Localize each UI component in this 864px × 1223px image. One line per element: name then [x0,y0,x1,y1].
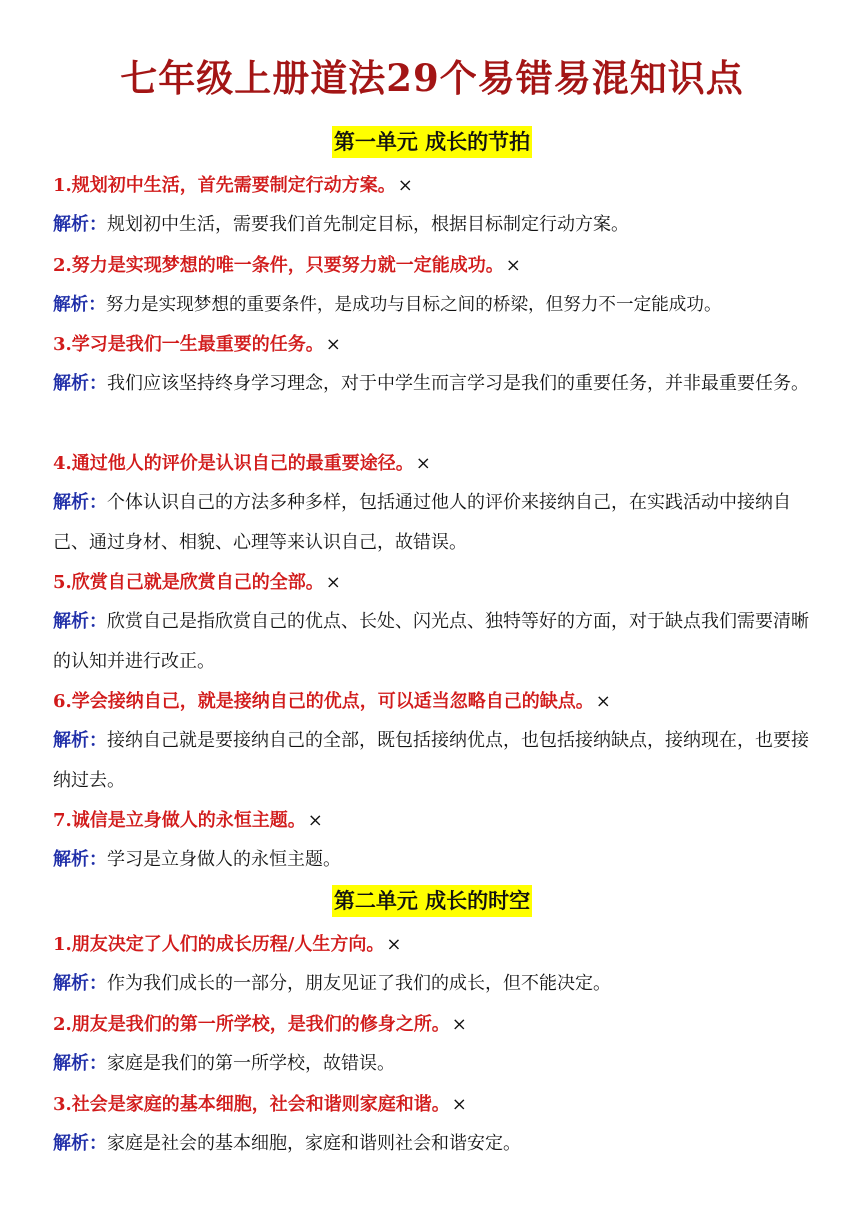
wrong-mark-icon: × [451,1014,467,1035]
question-item [53,932,843,958]
answer-item [53,721,823,801]
unit-heading [0,885,864,920]
answer-text: 欣赏自己是指欣赏自己的优点、长处、闪光点、独特等好的方面，对于缺点我们需要清晰的认知并进行改正。 [53,611,809,672]
answer-label: 解析： [53,294,106,315]
question-item [53,1092,843,1118]
answer-item [53,285,843,325]
unit-heading-text: 第二单元 成长的时空 [332,885,532,917]
question-text: 3.社会是家庭的基本细胞，社会和谐则家庭和谐。 [53,1094,450,1115]
question-item [53,1012,843,1038]
document-title: 七年级上册道法29个易错易混知识点 [120,56,744,100]
answer-text: 家庭是社会的基本细胞，家庭和谐则社会和谐安定。 [107,1133,521,1154]
question-text: 1.规划初中生活，首先需要制定行动方案。 [53,175,396,196]
answer-item [53,840,823,880]
question-item [53,173,843,199]
answer-label: 解析： [53,492,107,513]
question-text: 6.学会接纳自己，就是接纳自己的优点，可以适当忽略自己的缺点。 [53,691,594,712]
answer-label: 解析： [53,611,107,632]
answer-label: 解析： [53,1133,107,1154]
question-item [53,570,843,596]
answer-text: 接纳自己就是要接纳自己的全部，既包括接纳优点，也包括接纳缺点，接纳现在，也要接纳过去。 [53,730,809,791]
wrong-mark-icon: × [451,1094,467,1115]
question-text: 7.诚信是立身做人的永恒主题。 [53,810,306,831]
unit-heading [0,126,864,161]
wrong-mark-icon: × [595,691,611,712]
answer-label: 解析： [53,373,107,394]
wrong-mark-icon: × [325,334,341,355]
question-text: 5.欣赏自己就是欣赏自己的全部。 [53,572,324,593]
answer-text: 家庭是我们的第一所学校，故错误。 [107,1053,395,1074]
question-item [53,332,843,358]
answer-text: 我们应该坚持终身学习理念，对于中学生而言学习是我们的重要任务，并非最重要任务。 [107,373,809,394]
answer-text: 个体认识自己的方法多种多样，包括通过他人的评价来接纳自己，在实践活动中接纳自己、通过身材、相貌、心理等来认识自己，故错误。 [53,492,791,553]
answer-item [53,205,823,245]
answer-text: 作为我们成长的一部分，朋友见证了我们的成长，但不能决定。 [107,973,611,994]
question-item [53,253,843,279]
answer-label: 解析： [53,1053,107,1074]
answer-item [53,1044,823,1084]
question-item [53,451,843,477]
question-text: 3.学习是我们一生最重要的任务。 [53,334,324,355]
answer-item [53,602,823,682]
answer-label: 解析： [53,973,107,994]
answer-label: 解析： [53,849,107,870]
question-text: 4.通过他人的评价是认识自己的最重要途径。 [53,453,414,474]
question-item [53,808,843,834]
answer-text: 努力是实现梦想的重要条件，是成功与目标之间的桥梁，但努力不一定能成功。 [105,295,722,315]
answer-text: 规划初中生活，需要我们首先制定目标，根据目标制定行动方案。 [107,214,629,235]
question-item [53,689,843,715]
question-text: 2.努力是实现梦想的唯一条件，只要努力就一定能成功。 [53,255,504,276]
answer-label: 解析： [53,214,107,235]
wrong-mark-icon: × [307,810,323,831]
answer-item [53,364,823,404]
answer-item [53,964,823,1004]
answer-label: 解析： [53,730,107,751]
answer-text: 学习是立身做人的永恒主题。 [107,849,341,870]
question-text: 2.朋友是我们的第一所学校，是我们的修身之所。 [53,1014,450,1035]
wrong-mark-icon: × [386,934,402,955]
unit-heading-text: 第一单元 成长的节拍 [332,126,532,158]
wrong-mark-icon: × [505,255,521,276]
wrong-mark-icon: × [397,175,413,196]
wrong-mark-icon: × [325,572,341,593]
answer-item [53,483,823,563]
question-text: 1.朋友决定了人们的成长历程/人生方向。 [53,934,385,955]
answer-item [53,1124,823,1164]
wrong-mark-icon: × [415,453,431,474]
